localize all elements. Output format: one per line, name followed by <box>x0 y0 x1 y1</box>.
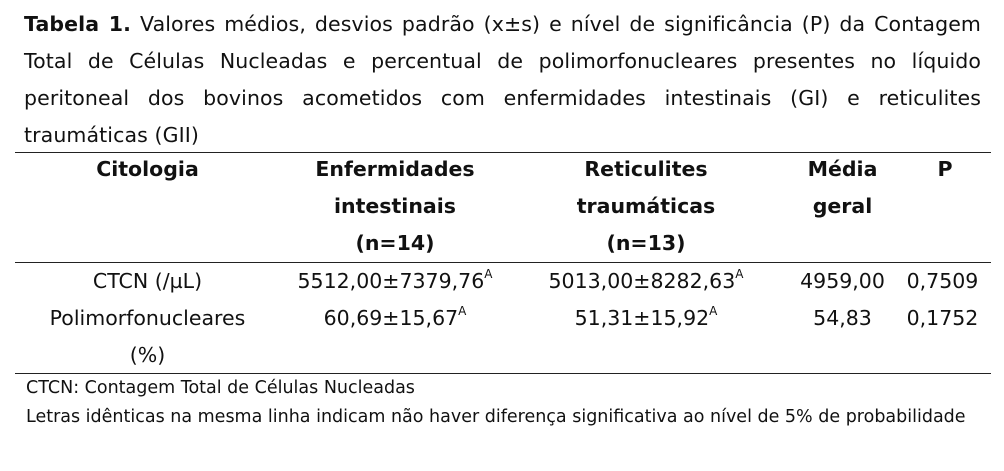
row2-gii <box>521 300 771 337</box>
row2-gi-letter: A <box>458 304 467 319</box>
row1-label: CTCN (/µL) <box>92 269 203 293</box>
row2-p: 0,1752 <box>906 306 979 330</box>
header-p: P <box>937 157 953 181</box>
header-gi-line1: Enfermidades <box>315 157 475 181</box>
row2-label-line1: Polimorfonucleares <box>49 306 246 330</box>
footnote-significance: Letras idênticas na mesma linha indicam não haver diferença significativa ao nível de 5% de probabilidade <box>26 407 966 427</box>
header-media <box>785 151 900 225</box>
caption-label: Tabela 1. <box>24 12 132 36</box>
row1-gii <box>521 263 771 300</box>
row1-gii-letter: A <box>735 267 744 282</box>
row1-p: 0,7509 <box>906 269 979 293</box>
row2-gi <box>270 300 520 337</box>
row1-media: 4959,00 <box>800 269 885 293</box>
row2-gii-letter: A <box>709 304 718 319</box>
header-gi-line2: intestinais <box>333 194 456 218</box>
header-gii-line1: Reticulites <box>584 157 708 181</box>
header-gi <box>270 151 520 262</box>
row2-gi-value: 60,69±15,67 <box>323 306 459 330</box>
row2-label-line2: (%) <box>129 343 166 367</box>
row1-gi-letter: A <box>484 267 493 282</box>
header-gii-line3: (n=13) <box>606 231 686 255</box>
footnote-abbreviation: CTCN: Contagem Total de Células Nucleadas <box>26 378 415 398</box>
row1-gi <box>270 263 520 300</box>
header-gii-line2: traumáticas <box>576 194 716 218</box>
header-gii <box>521 151 771 262</box>
table-caption <box>24 6 981 154</box>
header-gi-line3: (n=14) <box>355 231 435 255</box>
row1-gi-value: 5512,00±7379,76 <box>297 269 485 293</box>
header-citologia: Citologia <box>96 157 199 181</box>
row2-gii-value: 51,31±15,92 <box>574 306 710 330</box>
caption-text: Valores médios, desvios padrão (x±s) e nível de significância (P) da Contagem Total de Células Nucleadas e percentual de polimorfonucleares presentes no líquido peritoneal dos bovinos acometidos com enfermidades intestinais (GI) e reticulites traumáticas (GII) <box>24 12 981 147</box>
row2-label <box>25 300 270 374</box>
header-media-line1: Média <box>807 157 878 181</box>
header-media-line2: geral <box>812 194 873 218</box>
row1-gii-value: 5013,00±8282,63 <box>548 269 736 293</box>
row2-media: 54,83 <box>813 306 872 330</box>
